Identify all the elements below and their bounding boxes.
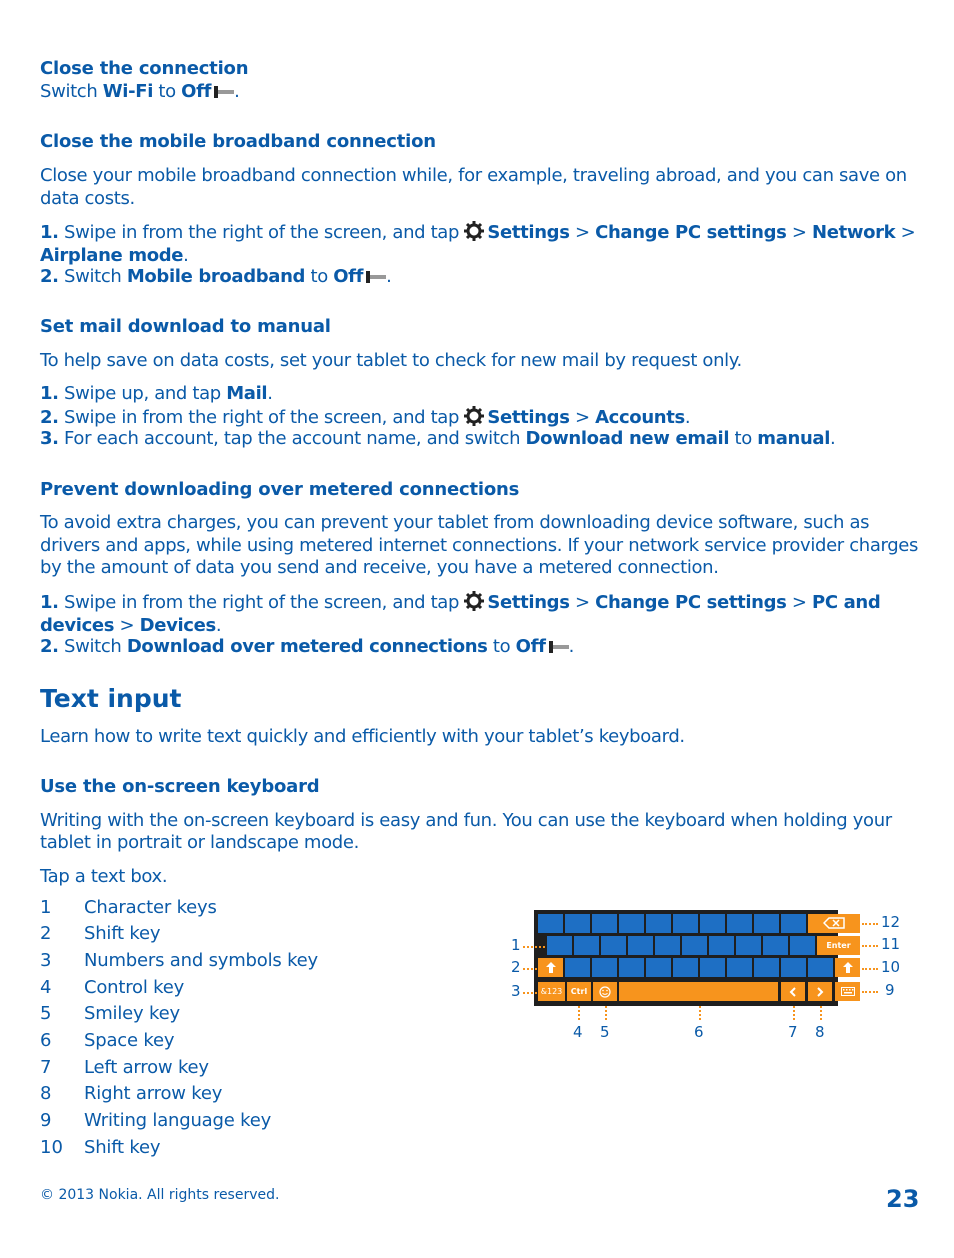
off-switch-icon bbox=[214, 86, 234, 98]
text-span: . bbox=[684, 407, 691, 428]
gear-icon bbox=[464, 591, 484, 611]
legend-label: Writing language key bbox=[84, 1110, 272, 1131]
character-key bbox=[619, 914, 644, 933]
character-key bbox=[763, 936, 788, 955]
callout-number: 8 bbox=[815, 1023, 825, 1041]
left-arrow-key bbox=[781, 982, 805, 1001]
legend-number: 3 bbox=[40, 950, 52, 971]
numbers-symbols-key-label: &123 bbox=[540, 987, 563, 996]
settings-label: Settings bbox=[487, 592, 570, 613]
character-key bbox=[700, 914, 725, 933]
download-metered-label: Download over metered connections bbox=[126, 636, 488, 657]
character-key bbox=[754, 958, 779, 977]
heading-prevent-metered: Prevent downloading over metered connections bbox=[40, 479, 520, 500]
heading-close-mobile-broadband: Close the mobile broadband connection bbox=[40, 131, 436, 152]
text-span: . bbox=[830, 428, 836, 449]
legend-number: 9 bbox=[40, 1110, 52, 1131]
backspace-icon bbox=[823, 917, 845, 929]
mobile-broadband-label: Mobile broadband bbox=[126, 266, 306, 287]
legend-label: Shift key bbox=[84, 923, 161, 944]
legend-label: Smiley key bbox=[84, 1003, 180, 1024]
control-key-label: Ctrl bbox=[570, 987, 588, 996]
keyboard-intro-line-2: tablet in portrait or landscape mode. bbox=[40, 832, 359, 853]
text-span: For each account, tap the account name, and switch bbox=[58, 428, 526, 449]
callout-number: 6 bbox=[694, 1023, 704, 1041]
gear-icon bbox=[464, 221, 484, 241]
character-key bbox=[601, 936, 626, 955]
separator: > bbox=[786, 592, 812, 613]
character-key bbox=[781, 914, 806, 933]
keyboard-intro-line-1: Writing with the on-screen keyboard is easy and fun. You can use the keyboard when holding your bbox=[40, 810, 892, 831]
step-number: 1. bbox=[40, 592, 59, 613]
space-key bbox=[619, 982, 778, 1001]
character-key bbox=[754, 914, 779, 933]
devices-label: Devices bbox=[139, 614, 216, 636]
metered-step-1 bbox=[40, 591, 920, 637]
metered-intro-line-2: drivers and apps, while using metered internet connections. If your network service provider charges bbox=[40, 535, 919, 556]
callout-leader bbox=[862, 968, 878, 970]
heading-on-screen-keyboard: Use the on-screen keyboard bbox=[40, 776, 320, 797]
callout-number: 4 bbox=[573, 1023, 583, 1041]
right-arrow-key bbox=[808, 982, 832, 1001]
legend-number: 2 bbox=[40, 923, 52, 944]
character-key bbox=[619, 958, 644, 977]
text-span: Switch bbox=[40, 81, 103, 102]
separator: > bbox=[895, 222, 916, 243]
close-connection-text bbox=[40, 81, 239, 104]
numbers-symbols-key bbox=[538, 982, 565, 1001]
mail-intro: To help save on data costs, set your tablet to check for new mail by request only. bbox=[40, 350, 742, 371]
character-key bbox=[547, 936, 572, 955]
text-span: . bbox=[568, 636, 574, 657]
step-number: 3. bbox=[40, 428, 59, 449]
callout-leader bbox=[820, 1006, 822, 1020]
text-span: to bbox=[729, 428, 758, 449]
character-key bbox=[709, 936, 734, 955]
callout-number: 5 bbox=[600, 1023, 610, 1041]
legend-number: 1 bbox=[40, 897, 52, 918]
step-number: 2. bbox=[40, 407, 59, 428]
callout-leader bbox=[793, 1006, 795, 1020]
pc-and-label: PC and bbox=[812, 592, 881, 613]
backspace-key bbox=[808, 914, 860, 933]
separator: > bbox=[569, 222, 596, 243]
legend-number: 10 bbox=[40, 1137, 63, 1158]
character-key bbox=[565, 914, 590, 933]
text-span: Swipe in from the right of the screen, and tap bbox=[58, 407, 465, 428]
legend-number: 7 bbox=[40, 1057, 52, 1078]
off-switch-icon bbox=[549, 641, 569, 653]
metered-intro-line-3: by the amount of data you send and receive, you have a metered connection. bbox=[40, 557, 719, 578]
character-key bbox=[727, 914, 752, 933]
character-key bbox=[790, 936, 815, 955]
callout-number: 11 bbox=[881, 935, 901, 953]
text-span: . bbox=[183, 244, 189, 266]
callout-number: 7 bbox=[788, 1023, 798, 1041]
separator: > bbox=[786, 222, 812, 243]
text-input-intro: Learn how to write text quickly and efficiently with your tablet’s keyboard. bbox=[40, 726, 685, 747]
legend-number: 5 bbox=[40, 1003, 52, 1024]
callout-leader bbox=[862, 991, 878, 993]
control-key bbox=[567, 982, 591, 1001]
left-arrow-icon bbox=[789, 987, 797, 997]
character-key bbox=[727, 958, 752, 977]
character-key bbox=[655, 936, 680, 955]
metered-step-2 bbox=[40, 636, 574, 659]
callout-number: 9 bbox=[885, 981, 895, 999]
legend-label: Shift key bbox=[84, 1137, 161, 1158]
writing-language-key bbox=[835, 982, 860, 1001]
network-label: Network bbox=[812, 222, 896, 243]
step-number: 1. bbox=[40, 383, 59, 404]
wifi-label: Wi-Fi bbox=[102, 81, 154, 102]
heading-close-connection: Close the connection bbox=[40, 58, 249, 79]
mail-step-3 bbox=[40, 428, 835, 451]
shift-arrow-icon bbox=[842, 961, 854, 974]
character-key bbox=[700, 958, 725, 977]
callout-leader bbox=[523, 992, 537, 994]
character-key bbox=[682, 936, 707, 955]
callout-number: 12 bbox=[881, 913, 901, 931]
text-span: to bbox=[153, 81, 182, 102]
character-key bbox=[574, 936, 599, 955]
text-span: Swipe up, and tap bbox=[58, 383, 227, 404]
legend-label: Right arrow key bbox=[84, 1083, 223, 1104]
shift-key-right bbox=[835, 958, 860, 977]
callout-number: 10 bbox=[881, 958, 901, 976]
manual-label: manual bbox=[757, 428, 831, 449]
character-key bbox=[646, 958, 671, 977]
right-arrow-icon bbox=[816, 987, 824, 997]
legend-label: Character keys bbox=[84, 897, 217, 918]
separator: > bbox=[569, 592, 596, 613]
devices-label: devices bbox=[40, 614, 115, 636]
keyboard-icon bbox=[841, 987, 855, 996]
callout-leader bbox=[862, 945, 878, 947]
close-mobile-step-1 bbox=[40, 221, 920, 267]
off-label: Off bbox=[181, 81, 212, 102]
character-key bbox=[592, 914, 617, 933]
change-pc-settings-label: Change PC settings bbox=[595, 222, 787, 243]
download-new-email-label: Download new email bbox=[525, 428, 730, 449]
heading-text-input: Text input bbox=[40, 684, 182, 713]
text-span: to bbox=[305, 266, 334, 287]
callout-number: 1 bbox=[511, 936, 521, 954]
mail-step-2 bbox=[40, 406, 690, 430]
enter-key-label: Enter bbox=[826, 941, 851, 950]
legend-label: Numbers and symbols key bbox=[84, 950, 319, 971]
settings-label: Settings bbox=[487, 407, 570, 428]
step-number: 2. bbox=[40, 266, 59, 287]
character-key bbox=[781, 958, 806, 977]
legend-label: Space key bbox=[84, 1030, 175, 1051]
text-span: . bbox=[267, 383, 273, 404]
separator: > bbox=[569, 407, 596, 428]
accounts-label: Accounts bbox=[595, 407, 685, 428]
airplane-mode-label: Airplane mode bbox=[40, 244, 184, 266]
character-key bbox=[673, 958, 698, 977]
settings-label: Settings bbox=[487, 222, 570, 243]
callout-leader bbox=[523, 946, 545, 948]
copyright: © 2013 Nokia. All rights reserved. bbox=[40, 1187, 280, 1203]
legend-number: 4 bbox=[40, 977, 52, 998]
off-label: Off bbox=[515, 636, 546, 657]
heading-set-mail-download: Set mail download to manual bbox=[40, 316, 331, 337]
mail-step-1 bbox=[40, 383, 273, 406]
shift-key-left bbox=[538, 958, 563, 977]
close-mobile-step-2 bbox=[40, 266, 392, 289]
callout-leader bbox=[605, 1006, 607, 1020]
callout-leader bbox=[523, 968, 537, 970]
callout-number: 2 bbox=[511, 958, 521, 976]
off-switch-icon bbox=[366, 271, 386, 283]
shift-arrow-icon bbox=[545, 961, 557, 974]
metered-intro-line-1: To avoid extra charges, you can prevent your tablet from downloading device software, such as bbox=[40, 512, 870, 533]
smiley-icon bbox=[599, 986, 611, 998]
close-mobile-intro: Close your mobile broadband connection while, for example, traveling abroad, and you can save on data costs. bbox=[40, 165, 907, 209]
character-key bbox=[673, 914, 698, 933]
off-label: Off bbox=[333, 266, 364, 287]
legend-number: 8 bbox=[40, 1083, 52, 1104]
callout-leader bbox=[578, 1006, 580, 1020]
change-pc-settings-label: Change PC settings bbox=[595, 592, 787, 613]
step-number: 2. bbox=[40, 636, 59, 657]
callout-leader bbox=[699, 1006, 701, 1020]
text-span: . bbox=[386, 266, 392, 287]
legend-label: Left arrow key bbox=[84, 1057, 209, 1078]
character-key bbox=[736, 936, 761, 955]
callout-leader bbox=[862, 923, 878, 925]
mail-label: Mail bbox=[226, 383, 268, 404]
smiley-key bbox=[593, 982, 617, 1001]
text-span: . bbox=[234, 81, 240, 102]
callout-number: 3 bbox=[511, 982, 521, 1000]
text-span: to bbox=[487, 636, 516, 657]
character-key bbox=[628, 936, 653, 955]
tap-text-box: Tap a text box. bbox=[40, 866, 168, 887]
page-number: 23 bbox=[886, 1185, 920, 1213]
step-number: 1. bbox=[40, 222, 59, 243]
text-span: Switch bbox=[58, 266, 127, 287]
character-key bbox=[538, 914, 563, 933]
character-key bbox=[808, 958, 833, 977]
legend-label: Control key bbox=[84, 977, 185, 998]
text-span: Swipe in from the right of the screen, and tap bbox=[58, 222, 465, 243]
separator: > bbox=[114, 614, 140, 636]
text-span: Switch bbox=[58, 636, 127, 657]
keyboard-diagram bbox=[534, 910, 851, 1006]
gear-icon bbox=[464, 406, 484, 426]
character-key bbox=[565, 958, 590, 977]
character-key bbox=[646, 914, 671, 933]
text-span: . bbox=[215, 614, 222, 636]
character-key bbox=[592, 958, 617, 977]
text-span: Swipe in from the right of the screen, and tap bbox=[58, 592, 465, 613]
enter-key bbox=[817, 936, 860, 955]
legend-number: 6 bbox=[40, 1030, 52, 1051]
